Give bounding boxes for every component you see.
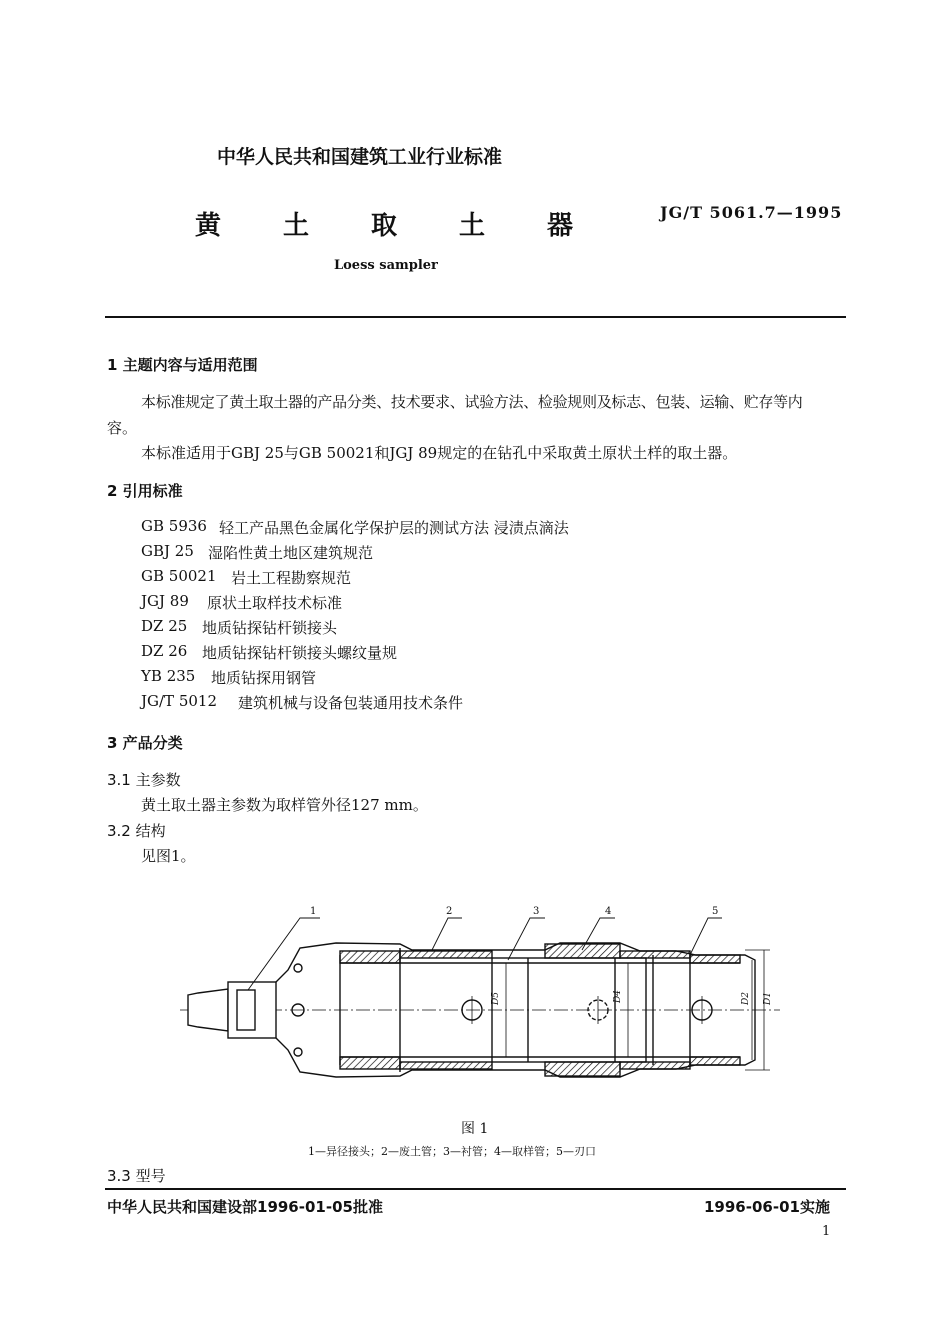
- ref-code: DZ 26: [141, 642, 188, 660]
- title-char-5: 器: [547, 211, 574, 241]
- title-char-4: 土: [459, 211, 486, 241]
- ref-title: 建筑机械与设备包装通用技术条件: [238, 694, 464, 712]
- section-1-heading: 1 主题内容与适用范围: [107, 356, 258, 374]
- title-char-3: 取: [371, 211, 398, 241]
- callout-4: 4: [605, 906, 612, 917]
- figure-caption: 图 1: [461, 1121, 489, 1137]
- section-3-1-text: 黄土取土器主参数为取样管外径127 mm。: [141, 796, 428, 814]
- dim-label-d4: D4: [613, 990, 623, 1003]
- ref-code: JG/T 5012: [141, 692, 217, 710]
- approval-line: 中华人民共和国建设部1996-01-05批准: [107, 1198, 383, 1216]
- callout-5: 5: [712, 906, 719, 917]
- figure-legend: 1—异径接头；2—废土管；3—衬管；4—取样管；5—刃口: [308, 1145, 596, 1158]
- ref-title: 湿陷性黄土地区建筑规范: [208, 544, 374, 562]
- ref-title: 轻工产品黑色金属化学保护层的测试方法 浸渍点滴法: [219, 519, 569, 537]
- title-char-2: 土: [283, 211, 310, 241]
- ref-code: JGJ 89: [141, 592, 189, 610]
- footer-rule: [105, 1188, 846, 1190]
- section-3-2-text: 见图1。: [141, 847, 196, 865]
- callout-2: 2: [446, 906, 453, 917]
- ref-code: YB 235: [141, 667, 196, 685]
- page-number: 1: [822, 1224, 831, 1239]
- title-char-1: 黄: [195, 211, 222, 241]
- implementation-line: 1996-06-01实施: [704, 1198, 830, 1216]
- section-3-1-heading: 3.1 主参数: [107, 771, 181, 789]
- callout-3: 3: [533, 906, 540, 917]
- ref-title: 原状土取样技术标准: [207, 594, 343, 612]
- ref-code: GB 50021: [141, 567, 217, 585]
- callout-1: 1: [310, 906, 317, 917]
- ref-title: 地质钻探钻杆锁接头螺纹量规: [202, 644, 398, 662]
- ref-title: 地质钻探钻杆锁接头: [202, 619, 338, 637]
- dim-label-d1: D1: [763, 992, 773, 1005]
- section-3-2-heading: 3.2 结构: [107, 822, 166, 840]
- section-2-heading: 2 引用标准: [107, 482, 183, 500]
- section-3-heading: 3 产品分类: [107, 734, 183, 752]
- section-1-para-1-line-1: 本标准规定了黄土取土器的产品分类、技术要求、试验方法、检验规则及标志、包装、运输、贮存等内: [141, 393, 803, 411]
- ref-code: GB 5936: [141, 517, 207, 535]
- english-title: Loess sampler: [334, 258, 438, 273]
- standard-code: JG/T 5061.7—1995: [660, 203, 843, 222]
- section-1-para-1-line-2: 容。: [107, 419, 138, 437]
- section-3-3-heading: 3.3 型号: [107, 1167, 166, 1185]
- ref-code: DZ 25: [141, 617, 188, 635]
- org-title: 中华人民共和国建筑工业行业标准: [217, 146, 503, 168]
- ref-code: GBJ 25: [141, 542, 194, 560]
- dim-label-d5: D5: [491, 992, 501, 1005]
- section-1-para-2: 本标准适用于GBJ 25与GB 50021和JGJ 89规定的在钻孔中采取黄土原状土样的取土器。: [141, 444, 738, 462]
- dim-label-d2: D2: [741, 992, 751, 1005]
- ref-title: 岩土工程勘察规范: [231, 569, 352, 587]
- ref-title: 地质钻探用钢管: [211, 669, 317, 687]
